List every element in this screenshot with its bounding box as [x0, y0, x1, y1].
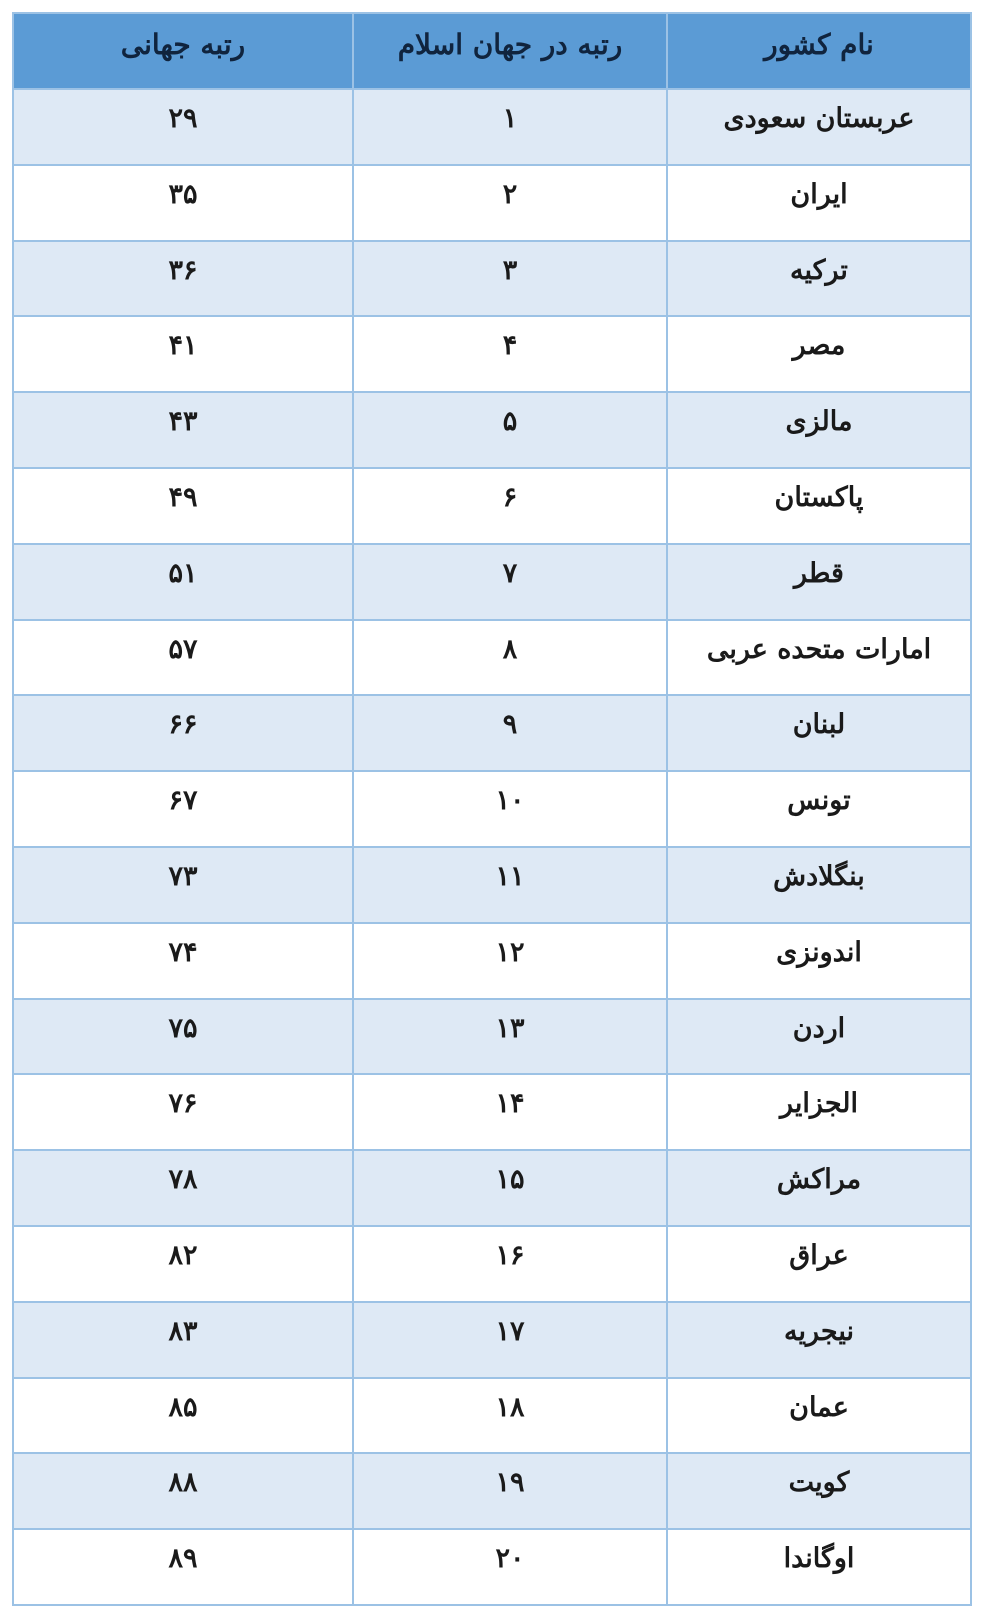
world-rank-cell: ۶۶	[13, 695, 353, 771]
islamic-rank-cell: ۷	[353, 544, 667, 620]
table-header	[13, 13, 971, 89]
table-row	[13, 316, 971, 392]
country-cell: پاکستان	[667, 468, 971, 544]
islamic-rank-cell: ۲۰	[353, 1529, 667, 1605]
islamic-rank-cell: ۱۲	[353, 923, 667, 999]
table-row	[13, 1074, 971, 1150]
islamic-rank-cell: ۱۰	[353, 771, 667, 847]
ranking-table	[12, 12, 972, 1606]
country-cell: اندونزی	[667, 923, 971, 999]
world-rank-cell: ۴۱	[13, 316, 353, 392]
table-body	[13, 89, 971, 1605]
country-cell: عمان	[667, 1378, 971, 1454]
world-rank-cell: ۷۵	[13, 999, 353, 1075]
country-cell: مراکش	[667, 1150, 971, 1226]
islamic-rank-cell: ۱۷	[353, 1302, 667, 1378]
table-row	[13, 620, 971, 696]
country-cell: الجزایر	[667, 1074, 971, 1150]
world-rank-cell: ۸۲	[13, 1226, 353, 1302]
table-row	[13, 923, 971, 999]
islamic-rank-cell: ۳	[353, 241, 667, 317]
islamic-rank-cell: ۱۳	[353, 999, 667, 1075]
islamic-rank-cell: ۱۱	[353, 847, 667, 923]
islamic-rank-cell: ۱۵	[353, 1150, 667, 1226]
country-cell: ترکیه	[667, 241, 971, 317]
islamic-rank-cell: ۶	[353, 468, 667, 544]
world-rank-cell: ۴۹	[13, 468, 353, 544]
world-rank-cell: ۸۵	[13, 1378, 353, 1454]
table-row	[13, 847, 971, 923]
country-cell: اوگاندا	[667, 1529, 971, 1605]
islamic-rank-cell: ۱۸	[353, 1378, 667, 1454]
country-cell: بنگلادش	[667, 847, 971, 923]
table-row	[13, 241, 971, 317]
country-cell: تونس	[667, 771, 971, 847]
table-row	[13, 695, 971, 771]
country-cell: مصر	[667, 316, 971, 392]
header-country: نام کشور	[667, 13, 971, 89]
table-row	[13, 1378, 971, 1454]
islamic-rank-cell: ۱	[353, 89, 667, 165]
islamic-rank-cell: ۱۶	[353, 1226, 667, 1302]
world-rank-cell: ۵۱	[13, 544, 353, 620]
table-row	[13, 1453, 971, 1529]
world-rank-cell: ۸۹	[13, 1529, 353, 1605]
header-islamic-rank: رتبه در جهان اسلام	[353, 13, 667, 89]
world-rank-cell: ۳۶	[13, 241, 353, 317]
table-row	[13, 771, 971, 847]
country-cell: امارات متحده عربی	[667, 620, 971, 696]
world-rank-cell: ۸۸	[13, 1453, 353, 1529]
world-rank-cell: ۵۷	[13, 620, 353, 696]
country-cell: مالزی	[667, 392, 971, 468]
header-world-rank: رتبه جهانی	[13, 13, 353, 89]
world-rank-cell: ۳۵	[13, 165, 353, 241]
table-row	[13, 89, 971, 165]
world-rank-cell: ۷۶	[13, 1074, 353, 1150]
country-cell: اردن	[667, 999, 971, 1075]
world-rank-cell: ۸۳	[13, 1302, 353, 1378]
islamic-rank-cell: ۱۴	[353, 1074, 667, 1150]
country-cell: لبنان	[667, 695, 971, 771]
world-rank-cell: ۴۳	[13, 392, 353, 468]
table-row	[13, 468, 971, 544]
country-cell: کویت	[667, 1453, 971, 1529]
table-row	[13, 1302, 971, 1378]
country-cell: ایران	[667, 165, 971, 241]
country-cell: عراق	[667, 1226, 971, 1302]
islamic-rank-cell: ۸	[353, 620, 667, 696]
islamic-rank-cell: ۱۹	[353, 1453, 667, 1529]
world-rank-cell: ۷۴	[13, 923, 353, 999]
table-row	[13, 999, 971, 1075]
header-row	[13, 13, 971, 89]
world-rank-cell: ۲۹	[13, 89, 353, 165]
table-row	[13, 1529, 971, 1605]
islamic-rank-cell: ۵	[353, 392, 667, 468]
table-row	[13, 1150, 971, 1226]
islamic-rank-cell: ۲	[353, 165, 667, 241]
islamic-rank-cell: ۹	[353, 695, 667, 771]
world-rank-cell: ۶۷	[13, 771, 353, 847]
table-row	[13, 1226, 971, 1302]
world-rank-cell: ۷۸	[13, 1150, 353, 1226]
islamic-rank-cell: ۴	[353, 316, 667, 392]
world-rank-cell: ۷۳	[13, 847, 353, 923]
table-row	[13, 165, 971, 241]
table-row	[13, 544, 971, 620]
table-row	[13, 392, 971, 468]
country-cell: قطر	[667, 544, 971, 620]
country-cell: نیجریه	[667, 1302, 971, 1378]
country-cell: عربستان سعودی	[667, 89, 971, 165]
